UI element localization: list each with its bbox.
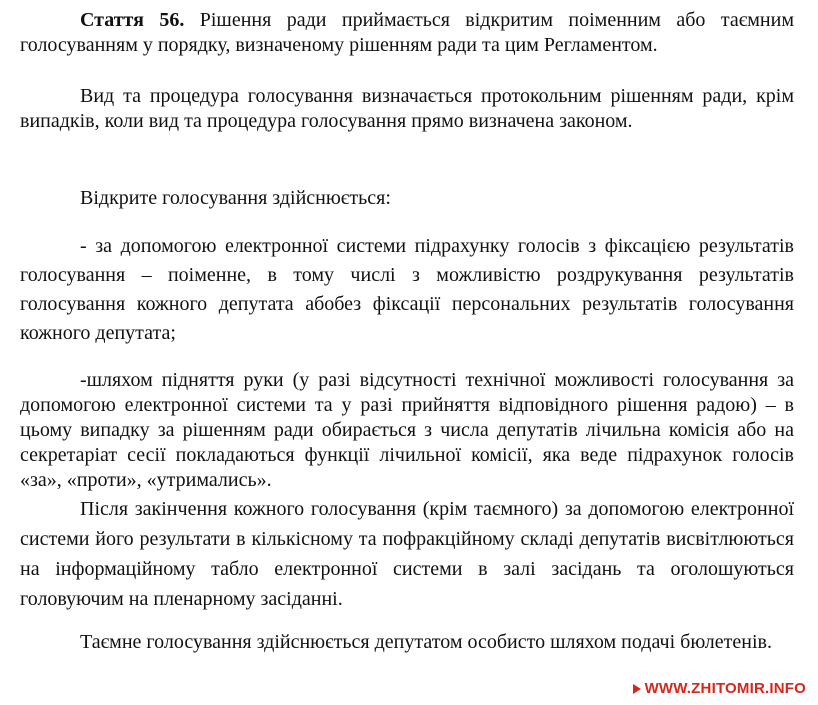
voting-type-paragraph: Вид та процедура голосування визначається протокольним рішенням ради, крім випадків, коли вид та процедура голосування прямо визначена законом.	[20, 85, 794, 132]
article-heading: Стаття 56.	[80, 9, 185, 31]
site-watermark	[633, 680, 806, 697]
open-voting-intro: Відкрите голосування здійснюється:	[80, 187, 391, 209]
watermark-text: WWW.ZHITOMIR.INFO	[644, 680, 806, 697]
triangle-arrow-icon	[633, 684, 641, 694]
article-56-paragraph	[20, 8, 794, 58]
results-display-paragraph: Після закінчення кожного голосування (крім таємного) за допомогою електронної системи його результати в кількісному та пофракційному складі депутатів висвітлюються на інформаційному табло електронної системи в залі засідань та оголошуються головуючим на пленарному засіданні.	[20, 498, 794, 610]
hand-raising-item: -шляхом підняття руки (у разі відсутності технічної можливості голосування за допомогою електронної системи та у разі прийняття відповідного рішення радою) – в цьому випадку за рішенням ради обирається з числа депутатів лічильна комісія або на секретаріат сесії покладаються функції лічильної комісії, яка веде підрахунок голосів «за», «проти», «утримались».	[20, 369, 794, 491]
article-56-text: Рішення ради приймається відкритим поіменним або таємним голосуванням у порядку, визначеному рішенням ради та цим Регламентом.	[20, 9, 794, 56]
secret-voting-paragraph: Таємне голосування здійснюється депутатом особисто шляхом подачі бюлетенів.	[80, 631, 772, 653]
electronic-voting-item: - за допомогою електронної системи підрахунку голосів з фіксацією результатів голосування – поіменне, в тому числі з можливістю роздрукування результатів голосування кожного депутата абобез фіксації персональних результатів голосування кожного депутата;	[20, 235, 794, 344]
